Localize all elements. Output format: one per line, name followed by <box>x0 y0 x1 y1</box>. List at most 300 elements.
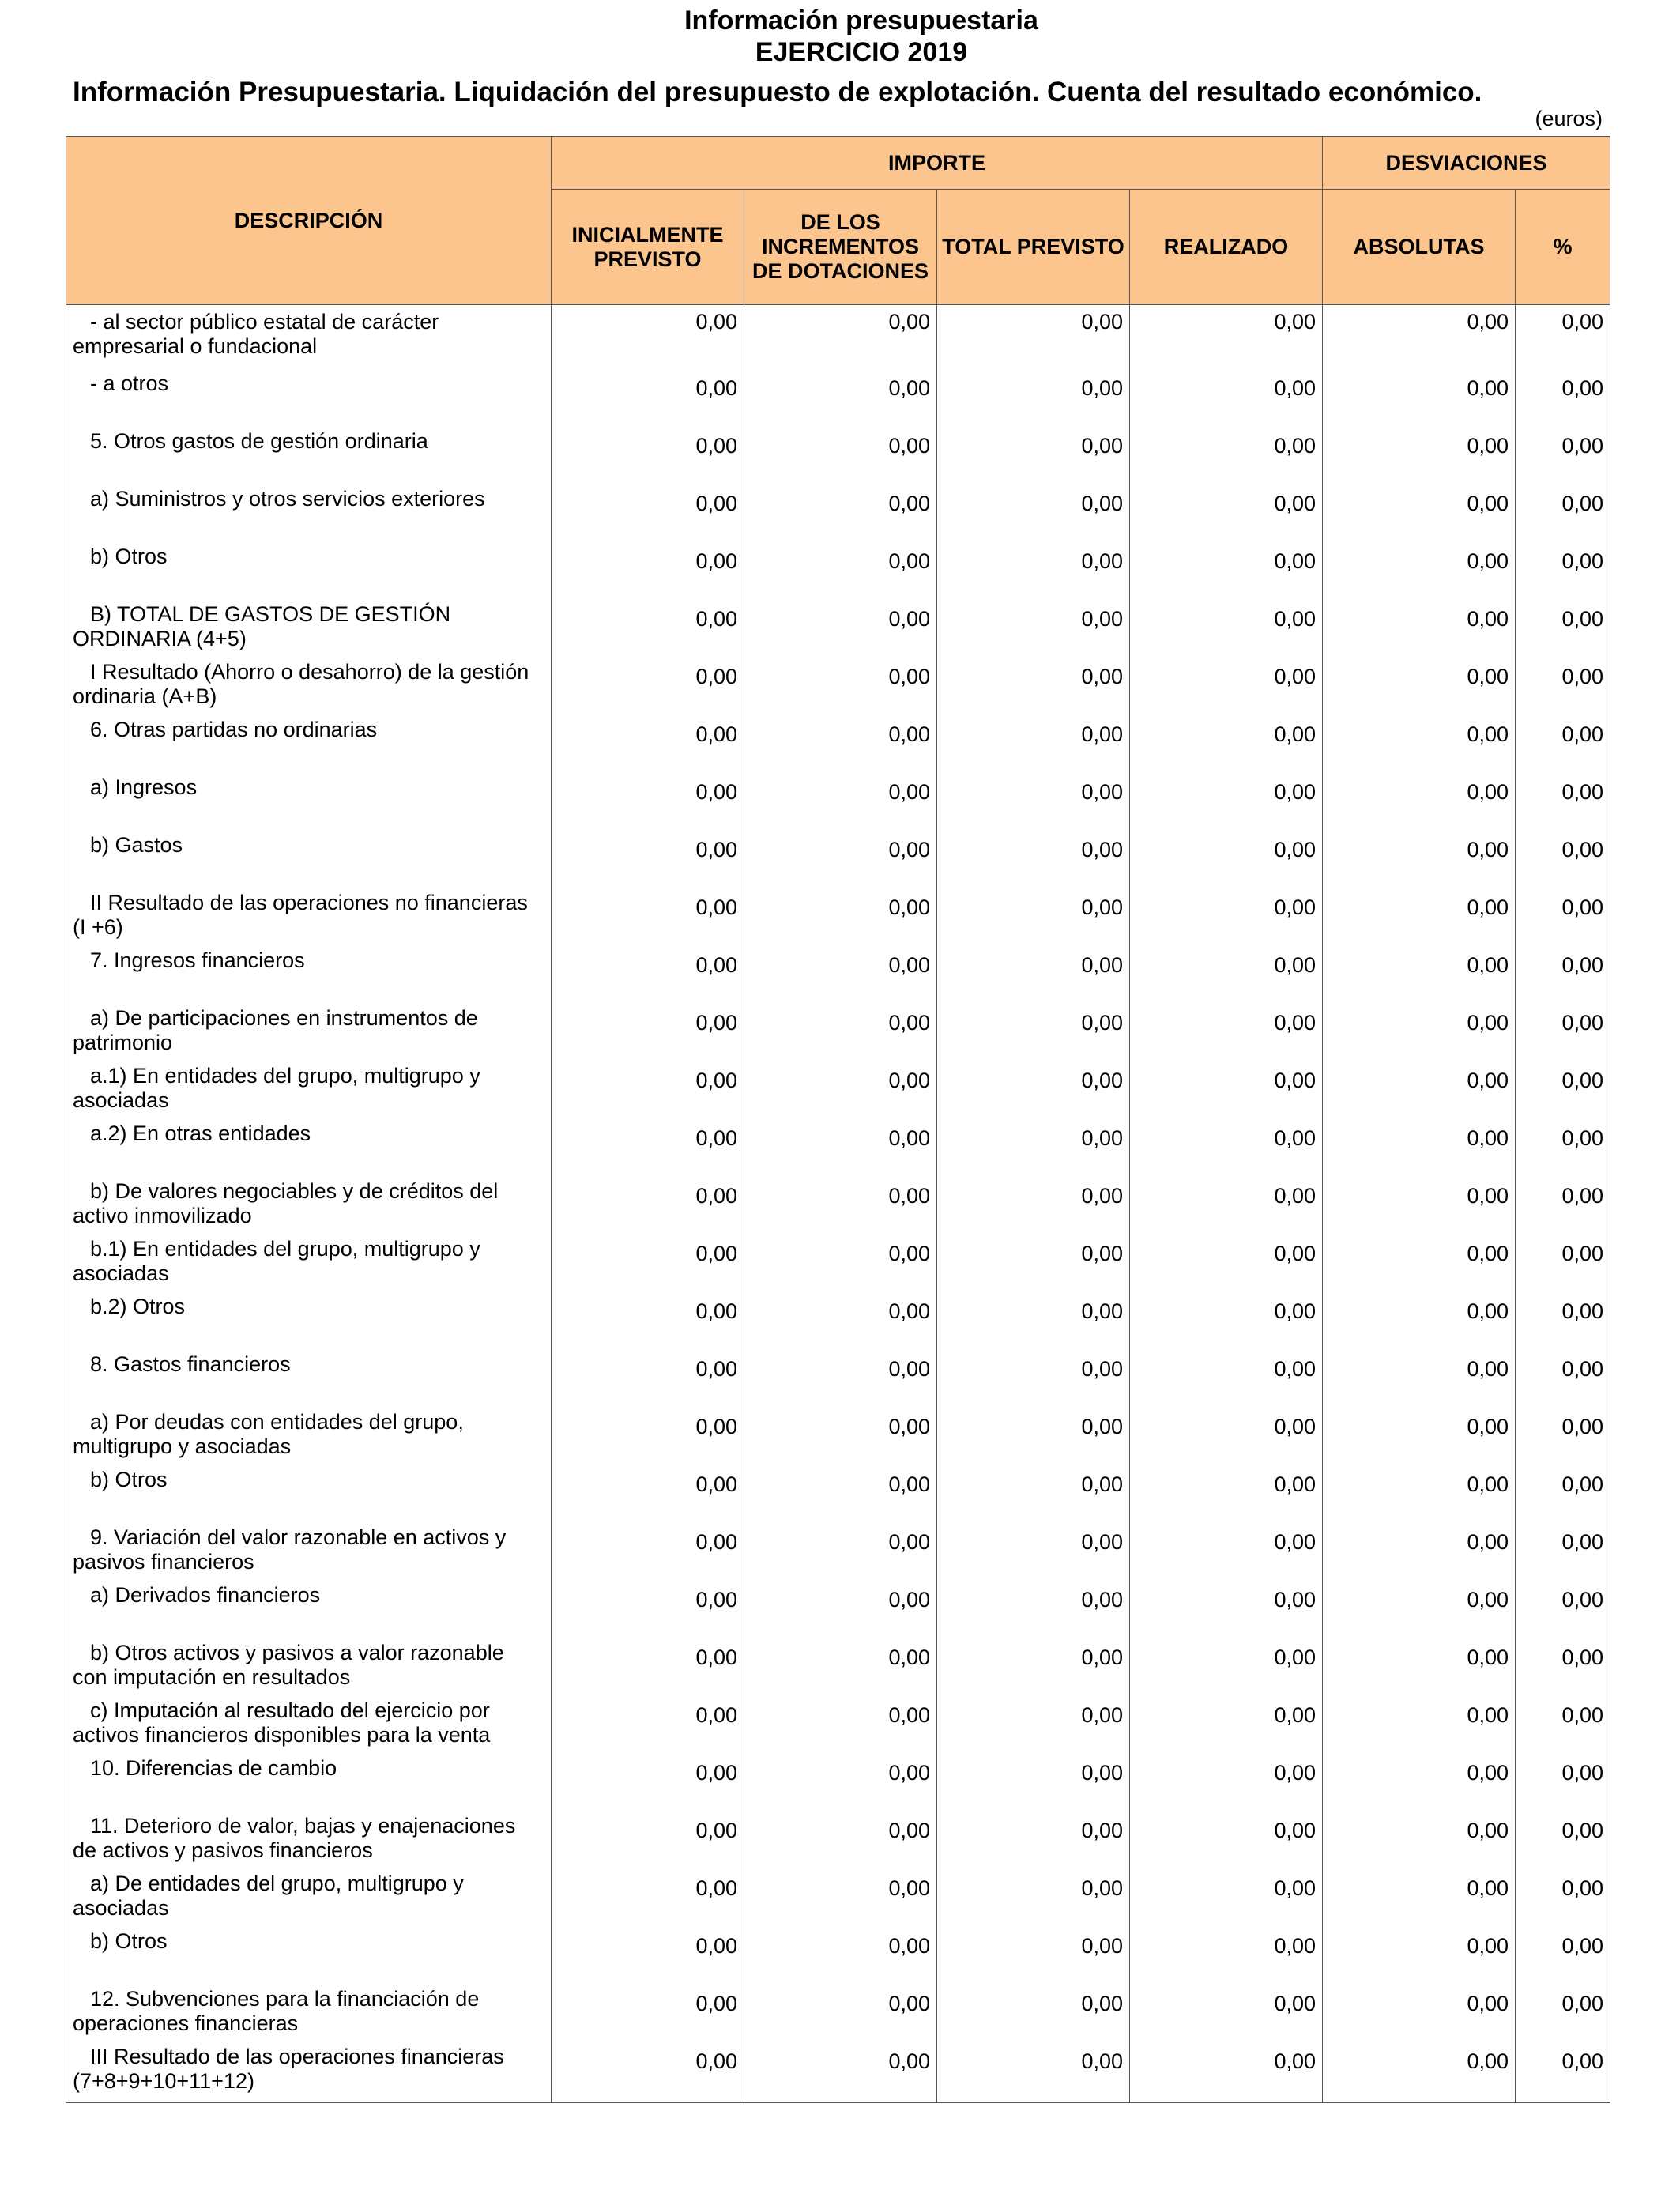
value-incrementos: 0,00 <box>744 545 937 602</box>
budget-table <box>66 136 1610 2103</box>
value-percent: 0,00 <box>1516 1468 1610 1525</box>
table-row <box>66 891 1610 948</box>
row-description <box>66 371 552 429</box>
value-realizado: 0,00 <box>1130 718 1323 775</box>
table-row <box>66 1006 1610 1064</box>
value-incrementos: 0,00 <box>744 1295 937 1352</box>
value-percent: 0,00 <box>1516 545 1610 602</box>
value-inicialmente-previsto: 0,00 <box>552 1929 744 1987</box>
value-incrementos: 0,00 <box>744 948 937 1006</box>
row-description <box>66 545 552 602</box>
value-incrementos: 0,00 <box>744 1641 937 1698</box>
units-label: (euros) <box>1535 107 1603 130</box>
row-description-continuation: (7+8+9+10+11+12) <box>73 2069 254 2093</box>
table-row <box>66 1756 1610 1814</box>
value-incrementos: 0,00 <box>744 1006 937 1064</box>
row-description-line: a) De participaciones en instrumentos de <box>90 1006 478 1030</box>
value-total-previsto: 0,00 <box>937 2045 1130 2103</box>
value-realizado: 0,00 <box>1130 305 1323 372</box>
value-inicialmente-previsto: 0,00 <box>552 1006 744 1064</box>
row-description-continuation: ORDINARIA (4+5) <box>73 627 247 650</box>
value-percent: 0,00 <box>1516 1410 1610 1468</box>
value-total-previsto: 0,00 <box>937 1064 1130 1122</box>
row-description-continuation: empresarial o fundacional <box>73 334 318 358</box>
header-total-previsto: TOTAL PREVISTO <box>937 190 1130 305</box>
row-description <box>66 1006 552 1064</box>
value-realizado: 0,00 <box>1130 1583 1323 1641</box>
value-incrementos: 0,00 <box>744 1410 937 1468</box>
row-description <box>66 1410 552 1468</box>
value-percent: 0,00 <box>1516 1064 1610 1122</box>
table-row <box>66 371 1610 429</box>
value-percent: 0,00 <box>1516 602 1610 660</box>
value-percent: 0,00 <box>1516 775 1610 833</box>
row-description <box>66 429 552 487</box>
value-incrementos: 0,00 <box>744 429 937 487</box>
value-inicialmente-previsto: 0,00 <box>552 602 744 660</box>
table-row <box>66 1237 1610 1295</box>
row-description <box>66 487 552 545</box>
value-realizado: 0,00 <box>1130 371 1323 429</box>
row-description-continuation: operaciones financieras <box>73 2011 299 2035</box>
value-percent: 0,00 <box>1516 1929 1610 1987</box>
table-row <box>66 1295 1610 1352</box>
row-description <box>66 1468 552 1525</box>
value-inicialmente-previsto: 0,00 <box>552 718 744 775</box>
value-incrementos: 0,00 <box>744 2045 937 2103</box>
value-total-previsto: 0,00 <box>937 775 1130 833</box>
value-inicialmente-previsto: 0,00 <box>552 833 744 891</box>
value-realizado: 0,00 <box>1130 2045 1323 2103</box>
value-inicialmente-previsto: 0,00 <box>552 1641 744 1698</box>
table-row <box>66 1698 1610 1756</box>
table-row <box>66 1987 1610 2045</box>
value-total-previsto: 0,00 <box>937 833 1130 891</box>
row-description <box>66 1698 552 1756</box>
row-description-line: b.1) En entidades del grupo, multigrupo y <box>90 1237 480 1261</box>
row-description-line: b) Otros <box>90 545 168 568</box>
value-incrementos: 0,00 <box>744 1525 937 1583</box>
row-description-line: a) Ingresos <box>90 775 198 799</box>
value-inicialmente-previsto: 0,00 <box>552 1295 744 1352</box>
value-percent: 0,00 <box>1516 1698 1610 1756</box>
value-incrementos: 0,00 <box>744 1583 937 1641</box>
report-subtitle: Información Presupuestaria. Liquidación del presupuesto de explotación. Cuenta del resultado económico. <box>73 77 1482 107</box>
value-absolutas: 0,00 <box>1323 487 1516 545</box>
value-realizado: 0,00 <box>1130 602 1323 660</box>
row-description-continuation: de activos y pasivos financieros <box>73 1838 373 1862</box>
table-row <box>66 1179 1610 1237</box>
value-realizado: 0,00 <box>1130 1064 1323 1122</box>
row-description-line: a.1) En entidades del grupo, multigrupo y <box>90 1064 480 1088</box>
value-inicialmente-previsto: 0,00 <box>552 1756 744 1814</box>
value-percent: 0,00 <box>1516 660 1610 718</box>
value-incrementos: 0,00 <box>744 1756 937 1814</box>
value-realizado: 0,00 <box>1130 1122 1323 1179</box>
row-description <box>66 1641 552 1698</box>
value-percent: 0,00 <box>1516 833 1610 891</box>
value-absolutas: 0,00 <box>1323 1468 1516 1525</box>
value-inicialmente-previsto: 0,00 <box>552 948 744 1006</box>
value-absolutas: 0,00 <box>1323 833 1516 891</box>
value-incrementos: 0,00 <box>744 1872 937 1929</box>
value-realizado: 0,00 <box>1130 429 1323 487</box>
value-total-previsto: 0,00 <box>937 305 1130 372</box>
value-total-previsto: 0,00 <box>937 1122 1130 1179</box>
table-row <box>66 487 1610 545</box>
report-title: Información presupuestaria <box>684 6 1038 36</box>
row-description <box>66 660 552 718</box>
value-total-previsto: 0,00 <box>937 1237 1130 1295</box>
value-absolutas: 0,00 <box>1323 1756 1516 1814</box>
table-row <box>66 1814 1610 1872</box>
value-absolutas: 0,00 <box>1323 891 1516 948</box>
value-absolutas: 0,00 <box>1323 1929 1516 1987</box>
table-body <box>66 305 1610 2103</box>
value-percent: 0,00 <box>1516 1987 1610 2045</box>
value-absolutas: 0,00 <box>1323 1295 1516 1352</box>
value-absolutas: 0,00 <box>1323 371 1516 429</box>
row-description-line: 12. Subvenciones para la financiación de <box>90 1987 480 2011</box>
header-importe: IMPORTE <box>552 137 1323 190</box>
row-description-line: c) Imputación al resultado del ejercicio por <box>90 1698 490 1722</box>
row-description-continuation: multigrupo y asociadas <box>73 1434 292 1458</box>
value-incrementos: 0,00 <box>744 1929 937 1987</box>
value-incrementos: 0,00 <box>744 891 937 948</box>
value-incrementos: 0,00 <box>744 1237 937 1295</box>
value-incrementos: 0,00 <box>744 1064 937 1122</box>
value-inicialmente-previsto: 0,00 <box>552 305 744 372</box>
row-description <box>66 305 552 372</box>
value-percent: 0,00 <box>1516 1179 1610 1237</box>
row-description <box>66 718 552 775</box>
value-absolutas: 0,00 <box>1323 775 1516 833</box>
value-realizado: 0,00 <box>1130 1814 1323 1872</box>
row-description-line: 10. Diferencias de cambio <box>90 1756 337 1780</box>
value-inicialmente-previsto: 0,00 <box>552 429 744 487</box>
table-row <box>66 660 1610 718</box>
row-description-line: III Resultado de las operaciones financieras <box>90 2045 504 2068</box>
value-incrementos: 0,00 <box>744 775 937 833</box>
value-absolutas: 0,00 <box>1323 2045 1516 2103</box>
row-description-line: a) Por deudas con entidades del grupo, <box>90 1410 464 1434</box>
row-description <box>66 891 552 948</box>
table-row <box>66 602 1610 660</box>
value-total-previsto: 0,00 <box>937 1352 1130 1410</box>
row-description-continuation: patrimonio <box>73 1031 173 1054</box>
value-total-previsto: 0,00 <box>937 1987 1130 2045</box>
value-inicialmente-previsto: 0,00 <box>552 891 744 948</box>
value-inicialmente-previsto: 0,00 <box>552 545 744 602</box>
row-description <box>66 1295 552 1352</box>
row-description-line: a.2) En otras entidades <box>90 1122 311 1145</box>
table-row <box>66 429 1610 487</box>
value-incrementos: 0,00 <box>744 660 937 718</box>
value-inicialmente-previsto: 0,00 <box>552 1064 744 1122</box>
row-description <box>66 602 552 660</box>
value-total-previsto: 0,00 <box>937 1756 1130 1814</box>
value-percent: 0,00 <box>1516 1525 1610 1583</box>
value-incrementos: 0,00 <box>744 371 937 429</box>
value-incrementos: 0,00 <box>744 1814 937 1872</box>
value-inicialmente-previsto: 0,00 <box>552 1987 744 2045</box>
value-realizado: 0,00 <box>1130 948 1323 1006</box>
value-incrementos: 0,00 <box>744 487 937 545</box>
value-inicialmente-previsto: 0,00 <box>552 1872 744 1929</box>
row-description-continuation: pasivos financieros <box>73 1550 254 1574</box>
header-desviaciones: DESVIACIONES <box>1323 137 1610 190</box>
value-absolutas: 0,00 <box>1323 660 1516 718</box>
value-realizado: 0,00 <box>1130 1641 1323 1698</box>
table-row <box>66 305 1610 372</box>
value-absolutas: 0,00 <box>1323 1122 1516 1179</box>
table-row <box>66 545 1610 602</box>
header-realizado: REALIZADO <box>1130 190 1323 305</box>
value-total-previsto: 0,00 <box>937 1006 1130 1064</box>
row-description <box>66 1987 552 2045</box>
value-absolutas: 0,00 <box>1323 1352 1516 1410</box>
row-description-line: b) Otros <box>90 1468 168 1491</box>
value-total-previsto: 0,00 <box>937 1295 1130 1352</box>
value-total-previsto: 0,00 <box>937 1929 1130 1987</box>
value-realizado: 0,00 <box>1130 833 1323 891</box>
row-description <box>66 2045 552 2103</box>
value-inicialmente-previsto: 0,00 <box>552 1410 744 1468</box>
row-description-line: I Resultado (Ahorro o desahorro) de la gestión <box>90 660 529 684</box>
value-percent: 0,00 <box>1516 1756 1610 1814</box>
row-description-continuation: con imputación en resultados <box>73 1665 351 1689</box>
table-row <box>66 718 1610 775</box>
value-realizado: 0,00 <box>1130 1179 1323 1237</box>
value-total-previsto: 0,00 <box>937 1468 1130 1525</box>
value-realizado: 0,00 <box>1130 660 1323 718</box>
value-total-previsto: 0,00 <box>937 487 1130 545</box>
value-realizado: 0,00 <box>1130 1756 1323 1814</box>
value-incrementos: 0,00 <box>744 1698 937 1756</box>
row-description-line: II Resultado de las operaciones no financieras <box>90 891 528 914</box>
table-row <box>66 1872 1610 1929</box>
value-total-previsto: 0,00 <box>937 371 1130 429</box>
header-absolutas: ABSOLUTAS <box>1323 190 1516 305</box>
row-description <box>66 1122 552 1179</box>
row-description-continuation: activo inmovilizado <box>73 1204 252 1227</box>
value-absolutas: 0,00 <box>1323 1237 1516 1295</box>
value-absolutas: 0,00 <box>1323 1698 1516 1756</box>
value-percent: 0,00 <box>1516 718 1610 775</box>
table-row <box>66 1064 1610 1122</box>
value-absolutas: 0,00 <box>1323 1410 1516 1468</box>
value-absolutas: 0,00 <box>1323 1525 1516 1583</box>
table-row <box>66 1525 1610 1583</box>
row-description-line: b.2) Otros <box>90 1295 186 1318</box>
row-description <box>66 1352 552 1410</box>
value-realizado: 0,00 <box>1130 1237 1323 1295</box>
value-total-previsto: 0,00 <box>937 1872 1130 1929</box>
value-total-previsto: 0,00 <box>937 602 1130 660</box>
value-absolutas: 0,00 <box>1323 1583 1516 1641</box>
row-description-line: 6. Otras partidas no ordinarias <box>90 718 378 741</box>
report-exercise: EJERCICIO 2019 <box>755 37 968 67</box>
row-description-line: B) TOTAL DE GASTOS DE GESTIÓN <box>90 602 451 626</box>
value-realizado: 0,00 <box>1130 1352 1323 1410</box>
row-description <box>66 1814 552 1872</box>
value-percent: 0,00 <box>1516 1352 1610 1410</box>
value-realizado: 0,00 <box>1130 1295 1323 1352</box>
value-absolutas: 0,00 <box>1323 1814 1516 1872</box>
value-realizado: 0,00 <box>1130 775 1323 833</box>
value-inicialmente-previsto: 0,00 <box>552 1814 744 1872</box>
value-realizado: 0,00 <box>1130 891 1323 948</box>
value-total-previsto: 0,00 <box>937 1814 1130 1872</box>
value-absolutas: 0,00 <box>1323 545 1516 602</box>
value-total-previsto: 0,00 <box>937 660 1130 718</box>
table-row <box>66 1583 1610 1641</box>
value-inicialmente-previsto: 0,00 <box>552 487 744 545</box>
value-percent: 0,00 <box>1516 487 1610 545</box>
value-percent: 0,00 <box>1516 305 1610 372</box>
value-total-previsto: 0,00 <box>937 429 1130 487</box>
value-absolutas: 0,00 <box>1323 1987 1516 2045</box>
value-total-previsto: 0,00 <box>937 891 1130 948</box>
value-inicialmente-previsto: 0,00 <box>552 371 744 429</box>
value-realizado: 0,00 <box>1130 1929 1323 1987</box>
row-description-line: 9. Variación del valor razonable en activos y <box>90 1525 507 1549</box>
row-description <box>66 833 552 891</box>
value-incrementos: 0,00 <box>744 1122 937 1179</box>
row-description <box>66 1929 552 1987</box>
value-inicialmente-previsto: 0,00 <box>552 660 744 718</box>
row-description <box>66 1525 552 1583</box>
value-realizado: 0,00 <box>1130 1410 1323 1468</box>
table-row <box>66 1122 1610 1179</box>
value-absolutas: 0,00 <box>1323 602 1516 660</box>
value-percent: 0,00 <box>1516 371 1610 429</box>
value-incrementos: 0,00 <box>744 1468 937 1525</box>
row-description-line: 7. Ingresos financieros <box>90 948 305 972</box>
row-description-continuation: asociadas <box>73 1261 169 1285</box>
value-incrementos: 0,00 <box>744 718 937 775</box>
value-inicialmente-previsto: 0,00 <box>552 1525 744 1583</box>
value-inicialmente-previsto: 0,00 <box>552 775 744 833</box>
value-inicialmente-previsto: 0,00 <box>552 1583 744 1641</box>
row-description-line: b) Gastos <box>90 833 183 857</box>
row-description <box>66 1237 552 1295</box>
value-total-previsto: 0,00 <box>937 1698 1130 1756</box>
row-description-continuation: ordinaria (A+B) <box>73 684 217 708</box>
value-total-previsto: 0,00 <box>937 545 1130 602</box>
value-total-previsto: 0,00 <box>937 948 1130 1006</box>
row-description-line: b) Otros <box>90 1929 168 1953</box>
header-inicialmente-previsto: INICIALMENTE PREVISTO <box>552 190 744 305</box>
row-description-line: a) Suministros y otros servicios exteriores <box>90 487 485 511</box>
value-incrementos: 0,00 <box>744 305 937 372</box>
value-percent: 0,00 <box>1516 1295 1610 1352</box>
value-realizado: 0,00 <box>1130 1525 1323 1583</box>
row-description <box>66 775 552 833</box>
row-description-line: - a otros <box>90 371 169 395</box>
value-incrementos: 0,00 <box>744 1179 937 1237</box>
value-realizado: 0,00 <box>1130 487 1323 545</box>
value-absolutas: 0,00 <box>1323 1179 1516 1237</box>
value-incrementos: 0,00 <box>744 602 937 660</box>
value-percent: 0,00 <box>1516 891 1610 948</box>
row-description <box>66 1872 552 1929</box>
value-percent: 0,00 <box>1516 1814 1610 1872</box>
value-percent: 0,00 <box>1516 429 1610 487</box>
row-description-line: - al sector público estatal de carácter <box>90 310 439 334</box>
value-inicialmente-previsto: 0,00 <box>552 2045 744 2103</box>
row-description <box>66 1583 552 1641</box>
row-description-line: 8. Gastos financieros <box>90 1352 291 1376</box>
value-inicialmente-previsto: 0,00 <box>552 1468 744 1525</box>
table-row <box>66 1352 1610 1410</box>
value-percent: 0,00 <box>1516 1583 1610 1641</box>
table-row <box>66 2045 1610 2103</box>
value-percent: 0,00 <box>1516 1122 1610 1179</box>
value-inicialmente-previsto: 0,00 <box>552 1179 744 1237</box>
table-row <box>66 833 1610 891</box>
row-description-continuation: asociadas <box>73 1088 169 1112</box>
value-percent: 0,00 <box>1516 2045 1610 2103</box>
value-percent: 0,00 <box>1516 1006 1610 1064</box>
value-inicialmente-previsto: 0,00 <box>552 1237 744 1295</box>
value-realizado: 0,00 <box>1130 1987 1323 2045</box>
header-percent: % <box>1516 190 1610 305</box>
value-incrementos: 0,00 <box>744 833 937 891</box>
row-description-line: a) Derivados financieros <box>90 1583 321 1607</box>
value-total-previsto: 0,00 <box>937 1410 1130 1468</box>
row-description-line: b) Otros activos y pasivos a valor razonable <box>90 1641 504 1664</box>
value-absolutas: 0,00 <box>1323 718 1516 775</box>
row-description <box>66 1756 552 1814</box>
value-incrementos: 0,00 <box>744 1352 937 1410</box>
row-description <box>66 948 552 1006</box>
value-absolutas: 0,00 <box>1323 1064 1516 1122</box>
row-description <box>66 1179 552 1237</box>
header-description: DESCRIPCIÓN <box>66 137 552 305</box>
value-total-previsto: 0,00 <box>937 1583 1130 1641</box>
value-realizado: 0,00 <box>1130 1698 1323 1756</box>
value-inicialmente-previsto: 0,00 <box>552 1698 744 1756</box>
row-description-continuation: asociadas <box>73 1896 169 1920</box>
value-inicialmente-previsto: 0,00 <box>552 1122 744 1179</box>
value-realizado: 0,00 <box>1130 1468 1323 1525</box>
table-row <box>66 1410 1610 1468</box>
table-row <box>66 948 1610 1006</box>
table-row <box>66 1468 1610 1525</box>
row-description-continuation: activos financieros disponibles para la venta <box>73 1723 491 1747</box>
value-percent: 0,00 <box>1516 1872 1610 1929</box>
value-total-previsto: 0,00 <box>937 1179 1130 1237</box>
value-absolutas: 0,00 <box>1323 429 1516 487</box>
row-description <box>66 1064 552 1122</box>
header-incrementos: DE LOS INCREMENTOS DE DOTACIONES <box>744 190 937 305</box>
value-realizado: 0,00 <box>1130 1872 1323 1929</box>
value-total-previsto: 0,00 <box>937 718 1130 775</box>
row-description-line: b) De valores negociables y de créditos del <box>90 1179 499 1203</box>
row-description-line: a) De entidades del grupo, multigrupo y <box>90 1872 464 1895</box>
value-absolutas: 0,00 <box>1323 1006 1516 1064</box>
value-percent: 0,00 <box>1516 1641 1610 1698</box>
table-row <box>66 1641 1610 1698</box>
table-row <box>66 775 1610 833</box>
value-absolutas: 0,00 <box>1323 305 1516 372</box>
value-total-previsto: 0,00 <box>937 1641 1130 1698</box>
value-total-previsto: 0,00 <box>937 1525 1130 1583</box>
table-row <box>66 1929 1610 1987</box>
value-absolutas: 0,00 <box>1323 948 1516 1006</box>
value-realizado: 0,00 <box>1130 545 1323 602</box>
